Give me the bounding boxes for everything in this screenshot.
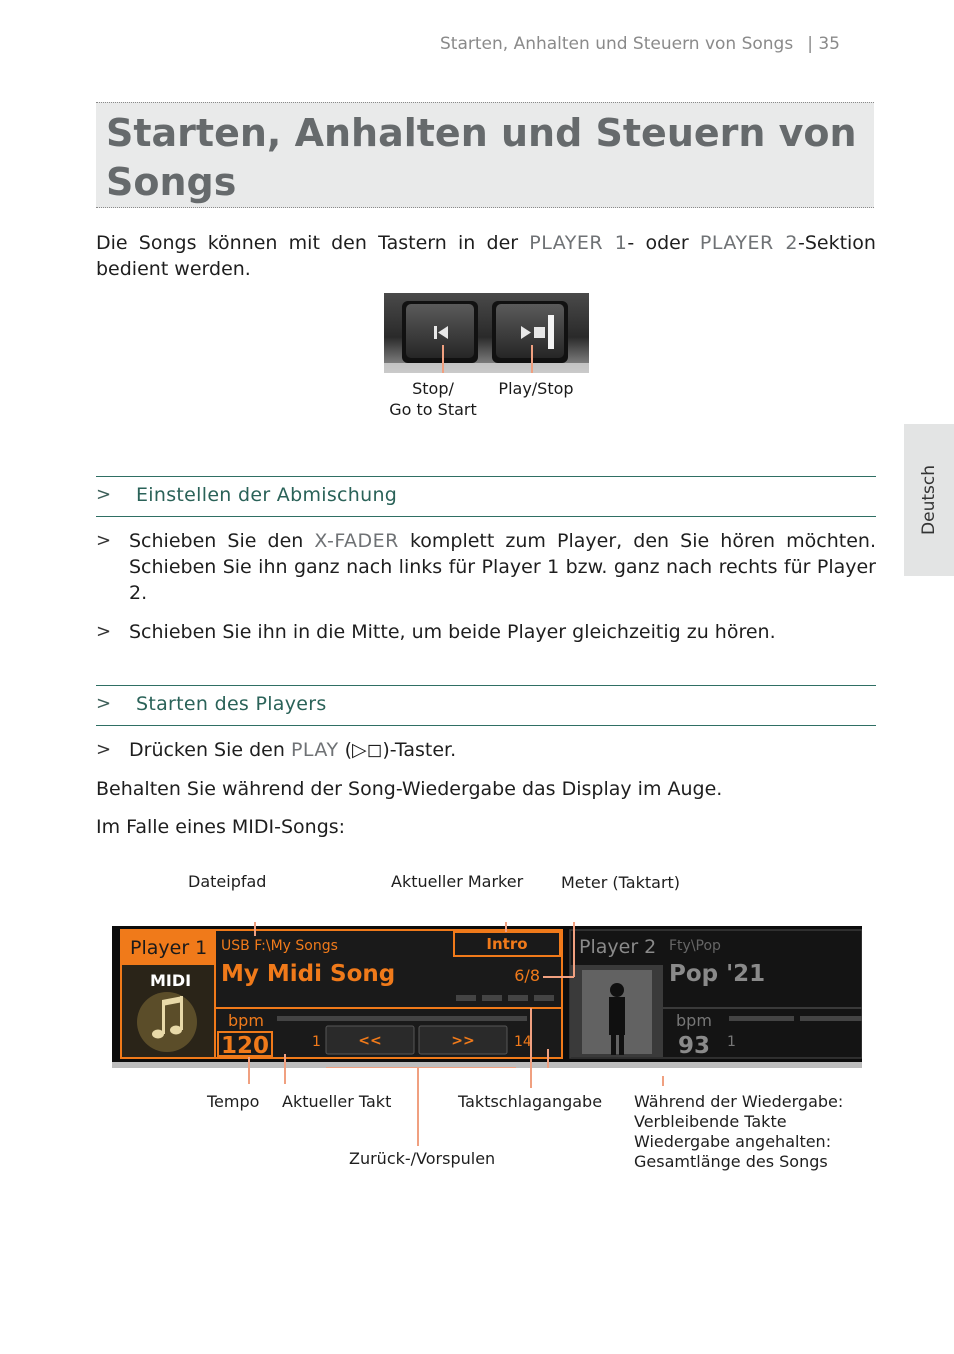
player2-bpm-label: bpm xyxy=(676,1011,712,1030)
paragraph: Behalten Sie während der Song-Wiedergabe das Display im Auge. xyxy=(96,778,723,800)
callout-file-path: Dateipfad xyxy=(188,872,267,891)
stop-square-icon xyxy=(534,327,545,338)
player1-key: PLAYER 1 xyxy=(529,232,628,254)
player2-current-measure: 1 xyxy=(727,1034,736,1050)
list-item-text-part: )-Taster. xyxy=(382,739,457,761)
player1-song-name: My Midi Song xyxy=(221,961,396,987)
player2-key: PLAYER 2 xyxy=(699,232,798,254)
intro-text-2: - oder xyxy=(627,232,700,254)
paragraph: Im Falle eines MIDI-Songs: xyxy=(96,816,346,838)
list-item xyxy=(96,528,876,608)
player1-label: Player 1 xyxy=(130,937,208,959)
section-heading-label: Einstellen der Abmischung xyxy=(136,484,398,506)
player1-tempo: 120 xyxy=(221,1033,270,1059)
callout-remaining-line3: Wiedergabe angehalten: xyxy=(634,1132,832,1151)
list-item xyxy=(96,737,876,763)
chapter-title-box xyxy=(96,102,874,208)
led-icon xyxy=(548,315,554,349)
callout-beat-indicator: Taktschlagangabe xyxy=(458,1092,603,1111)
chevron-right-icon: > xyxy=(96,693,112,714)
chevron-right-icon: > xyxy=(96,484,112,505)
transport-buttons-figure xyxy=(384,293,589,373)
chevron-right-icon: > xyxy=(96,739,112,760)
player2-panel xyxy=(570,930,862,1059)
stop-caption xyxy=(386,378,480,420)
callout-remaining-line4: Gesamtlänge des Songs xyxy=(634,1152,828,1171)
intro-paragraph xyxy=(96,230,876,282)
list-item-text-part: komplett zum Player, den Sie hören möchten. Schieben Sie ihn ganz nach links für Player 1 bzw. ganz nach rechts für Player 2. xyxy=(129,530,877,604)
play-stop-button[interactable] xyxy=(492,301,568,363)
player1-remaining-measures: 14 xyxy=(514,1034,532,1050)
intro-text-1: Die Songs können mit den Tastern in der xyxy=(96,232,530,254)
list-item-text-part: Schieben Sie den xyxy=(129,530,315,552)
fast-forward-label: >> xyxy=(451,1033,475,1049)
stop-caption-line1: Stop/ xyxy=(412,379,454,398)
stop-caption-line2: Go to Start xyxy=(389,400,477,419)
bpm-label: bpm xyxy=(228,1011,264,1030)
play-caption: Play/Stop xyxy=(498,379,574,398)
player1-marker: Intro xyxy=(486,935,528,953)
play-key: PLAY xyxy=(290,739,339,761)
callout-tempo: Tempo xyxy=(207,1092,260,1111)
callout-remaining-measures xyxy=(634,1092,843,1172)
callout-rewind-forward: Zurück-/Vorspulen xyxy=(349,1149,496,1168)
language-label: Deutsch xyxy=(919,465,939,535)
callout-meter: Meter (Taktart) xyxy=(561,873,681,892)
player-display-figure xyxy=(112,922,862,1068)
midi-type-label: MIDI xyxy=(150,971,192,990)
callout-remaining-line1: Während der Wiedergabe: xyxy=(634,1092,844,1111)
intro-text-3: -Sektion bedient werden. xyxy=(96,232,876,280)
player2-song-name: Pop '21 xyxy=(669,961,766,987)
stop-button[interactable] xyxy=(402,301,478,363)
rewind-label: << xyxy=(358,1033,382,1049)
go-to-start-icon xyxy=(434,326,437,339)
player2-label: Player 2 xyxy=(579,936,657,958)
player2-file-path: Fty\Pop xyxy=(669,938,721,954)
section-heading-label: Starten des Players xyxy=(136,693,327,715)
page-number: | 35 xyxy=(807,34,840,54)
xfader-key: X-FADER xyxy=(314,530,399,552)
player1-file-path: USB F:\My Songs xyxy=(221,938,338,954)
list-item-text-part: ( xyxy=(338,739,352,761)
language-side-tab xyxy=(904,424,954,576)
section-heading-start xyxy=(96,685,876,726)
chevron-right-icon: > xyxy=(96,621,112,642)
list-item-text xyxy=(129,528,876,606)
running-title: Starten, Anhalten und Steuern von Songs xyxy=(440,34,794,54)
chevron-right-icon: > xyxy=(96,530,112,551)
chapter-title xyxy=(96,103,874,213)
chapter-title-line2: Songs xyxy=(106,160,237,204)
list-item-text-part: Drücken Sie den xyxy=(129,739,291,761)
list-item-text xyxy=(129,737,876,763)
player1-panel xyxy=(121,930,562,1059)
player1-meter: 6/8 xyxy=(514,966,540,985)
list-item xyxy=(96,619,876,645)
player2-tempo: 93 xyxy=(678,1033,711,1059)
list-item-text: Schieben Sie ihn in die Mitte, um beide Player gleichzeitig zu hören. xyxy=(129,621,776,643)
chapter-title-line1: Starten, Anhalten und Steuern von xyxy=(106,111,857,155)
play-stop-symbol-icon: ▷◻ xyxy=(352,739,383,761)
section-heading-mix xyxy=(96,476,876,517)
player1-current-measure: 1 xyxy=(312,1034,321,1050)
running-header xyxy=(440,34,880,54)
callout-current-measure: Aktueller Takt xyxy=(282,1092,392,1111)
callout-remaining-line2: Verbleibende Takte xyxy=(634,1112,787,1131)
song-position-bar[interactable] xyxy=(277,1016,527,1021)
callout-current-marker: Aktueller Marker xyxy=(391,872,524,891)
